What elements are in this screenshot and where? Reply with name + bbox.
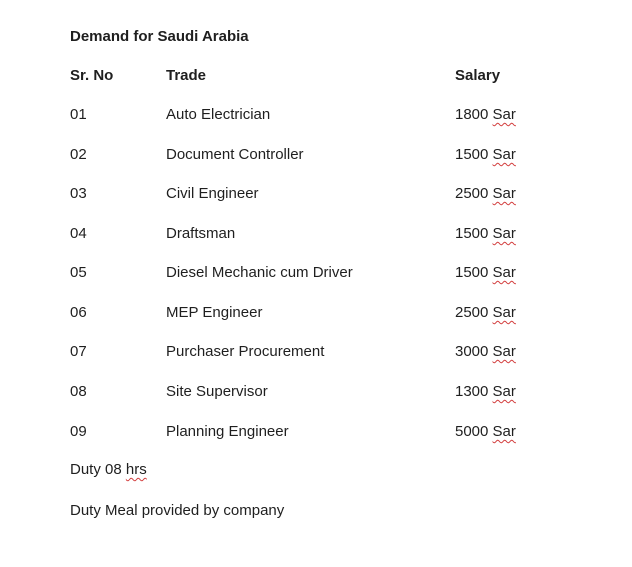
salary-amount: 3000 bbox=[455, 343, 489, 360]
row-salary bbox=[455, 264, 516, 281]
meal-note: Duty Meal provided by company bbox=[70, 502, 285, 519]
row-number: 09 bbox=[70, 423, 87, 440]
row-trade: Civil Engineer bbox=[166, 185, 259, 202]
document-title: Demand for Saudi Arabia bbox=[70, 28, 249, 45]
salary-amount: 2500 bbox=[455, 304, 489, 321]
row-trade: Site Supervisor bbox=[166, 383, 268, 400]
row-trade: Purchaser Procurement bbox=[166, 343, 325, 360]
salary-unit: Sar bbox=[492, 146, 516, 163]
duty-hours-unit: hrs bbox=[125, 461, 147, 478]
row-number: 07 bbox=[70, 343, 87, 360]
table-row bbox=[0, 304, 632, 326]
table-header bbox=[0, 67, 632, 89]
salary-amount: 5000 bbox=[455, 423, 489, 440]
table-row bbox=[0, 146, 632, 168]
duty-hours-note bbox=[70, 461, 147, 478]
table-row bbox=[0, 383, 632, 405]
header-salary: Salary bbox=[455, 67, 501, 84]
row-number: 03 bbox=[70, 185, 87, 202]
salary-amount: 2500 bbox=[455, 185, 489, 202]
table-row bbox=[0, 343, 632, 365]
salary-unit: Sar bbox=[492, 185, 516, 202]
row-number: 01 bbox=[70, 106, 87, 123]
row-trade: Document Controller bbox=[166, 146, 304, 163]
salary-unit: Sar bbox=[492, 343, 516, 360]
row-salary bbox=[455, 225, 516, 242]
row-number: 02 bbox=[70, 146, 87, 163]
salary-unit: Sar bbox=[492, 106, 516, 123]
row-trade: Planning Engineer bbox=[166, 423, 289, 440]
table-row bbox=[0, 106, 632, 128]
salary-unit: Sar bbox=[492, 304, 516, 321]
row-number: 05 bbox=[70, 264, 87, 281]
row-trade: Auto Electrician bbox=[166, 106, 271, 123]
table-row bbox=[0, 423, 632, 445]
salary-amount: 1500 bbox=[455, 225, 489, 242]
row-trade: Draftsman bbox=[166, 225, 236, 242]
salary-unit: Sar bbox=[492, 225, 516, 242]
salary-unit: Sar bbox=[492, 383, 516, 400]
row-salary bbox=[455, 383, 516, 400]
header-trade: Trade bbox=[166, 67, 207, 84]
table-row bbox=[0, 185, 632, 207]
row-salary bbox=[455, 185, 516, 202]
row-trade: MEP Engineer bbox=[166, 304, 263, 321]
salary-amount: 1500 bbox=[455, 146, 489, 163]
row-number: 08 bbox=[70, 383, 87, 400]
header-sr-no: Sr. No bbox=[70, 67, 114, 84]
table-row bbox=[0, 225, 632, 247]
table-row bbox=[0, 264, 632, 286]
salary-amount: 1800 bbox=[455, 106, 489, 123]
row-number: 04 bbox=[70, 225, 87, 242]
row-trade: Diesel Mechanic cum Driver bbox=[166, 264, 353, 281]
duty-hours-text: Duty 08 bbox=[70, 461, 122, 478]
row-salary bbox=[455, 343, 516, 360]
salary-unit: Sar bbox=[492, 423, 516, 440]
salary-amount: 1300 bbox=[455, 383, 489, 400]
salary-amount: 1500 bbox=[455, 264, 489, 281]
row-salary bbox=[455, 146, 516, 163]
row-salary bbox=[455, 106, 516, 123]
row-salary bbox=[455, 304, 516, 321]
salary-unit: Sar bbox=[492, 264, 516, 281]
row-number: 06 bbox=[70, 304, 87, 321]
row-salary bbox=[455, 423, 516, 440]
